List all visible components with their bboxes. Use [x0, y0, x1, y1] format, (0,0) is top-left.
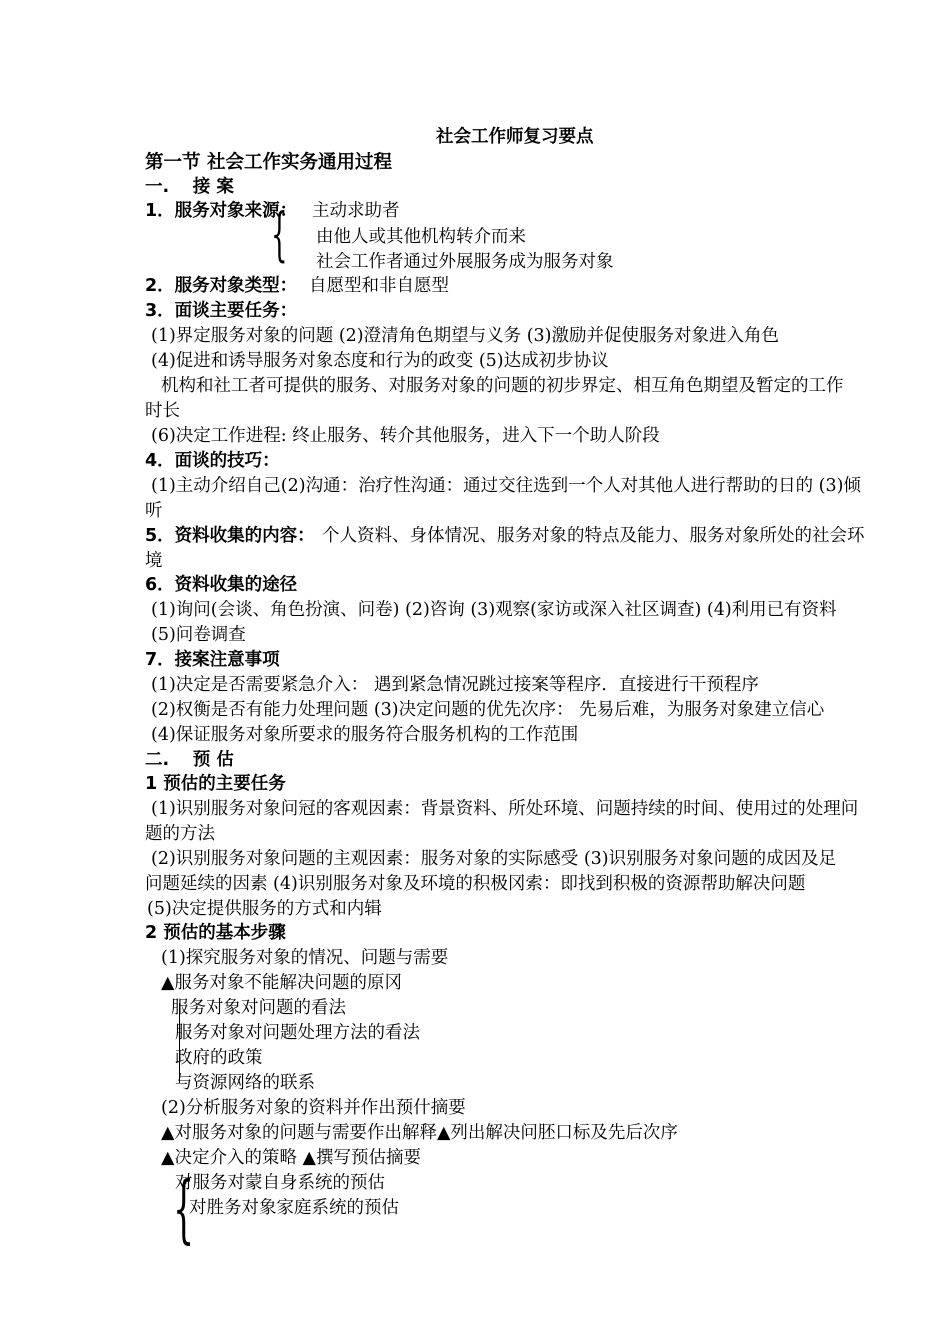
assess-line-1-cont: 题的方法 [145, 824, 215, 844]
curly-brace-icon: { [173, 1166, 195, 1252]
skills-line-1: (1)主动介绍自己(2)沟通：治疗性沟通：通过交往选到一个人对其他人进行帮助的日的 (3)倾 [151, 476, 861, 496]
source-item-1: 主动求助者 [312, 201, 400, 221]
skills-line-1-cont: 听 [145, 501, 163, 521]
client-type-value: 自愿型和非自愿型 [309, 276, 449, 296]
notes-line-1: (1)决定是否需要紧急介入： 遇到紧急情况跳过接案等程序．直接进行干预程序 [151, 675, 759, 695]
heading-data-content: 5．资料收集的内容： [145, 526, 315, 546]
heading-client-source: 1．服务对象来源： [145, 201, 298, 221]
step-sub-3: 政府的政策 [175, 1048, 263, 1068]
step-sub-5: 对服务对蒙自身系统的预估 [175, 1173, 385, 1193]
part-heading-assessment: 二. 预 估 [145, 750, 234, 770]
task-line-2: (4)促进和诱导服务对象态度和行为的政变 (5)达成初步协议 [151, 351, 609, 371]
step-sub-1: 服务对象对问题的看法 [171, 998, 346, 1018]
heading-interview-tasks: 3．面谈主要任务： [145, 301, 298, 321]
task-line-1: (1)界定服务对象的问题 (2)澄清角色期望与义务 (3)激励并促使服务对象进入角色 [151, 326, 779, 346]
assess-line-2: (2)识别服务对象问题的主观因素：服务对象的实际感受 (3)识别服务对象问题的成因及足 [151, 849, 837, 869]
heading-interview-skills: 4．面谈的技巧： [145, 451, 280, 471]
section-heading: 第一节 社会工作实务通用过程 [145, 152, 392, 173]
step-sub-2: 服务对象对问题处理方法的看法 [175, 1023, 420, 1043]
task-line-3-cont: 时长 [145, 401, 180, 421]
ways-line-2: (5)问卷调查 [151, 625, 246, 645]
assess-line-2-cont: 问题延续的因素 (4)识别服务对象及环境的积极冈索：即找到积极的资源帮助解决问题 [145, 874, 806, 894]
heading-assessment-steps: 2 预估的基本步骤 [145, 923, 286, 943]
data-content-value: 个人资料、身体情况、服务对象的特点及能力、服务对象所处的社会环 [322, 526, 865, 546]
brace-line-icon [179, 1003, 180, 1083]
data-content-cont: 境 [145, 551, 163, 571]
step-sub-6: 对胜务对象家庭系统的预估 [189, 1198, 399, 1218]
source-item-2: 由他人或其他机构转介而来 [316, 227, 526, 247]
step-line-5: ▲决定介入的策略 ▲撰写预估摘要 [161, 1148, 421, 1168]
step-sub-4: 与资源网络的联系 [175, 1073, 315, 1093]
assess-line-3: (5)决定提供服务的方式和内辑 [147, 899, 382, 919]
curly-brace-icon: { [271, 200, 288, 268]
ways-line-1: (1)询问(会谈、角色扮演、问卷) (2)咨询 (3)观察(家访或深入社区调查) (4)利用已有资料 [151, 600, 837, 620]
step-line-3: (2)分析服务对象的资料并作出预什摘要 [161, 1098, 466, 1118]
source-item-3: 社会工作者通过外展服务成为服务对象 [316, 252, 614, 272]
step-line-4: ▲对服务对象的问题与需要作出解释▲列出解决问胚口标及先后次序 [161, 1123, 678, 1143]
part-heading-intake: 一. 接 案 [145, 177, 234, 197]
assess-line-1: (1)识别服务对象问冠的客观因素：背景资料、所处环境、问题持续的时间、使用过的处理问 [151, 799, 859, 819]
task-line-3: 机构和社工者可提供的服务、对服务对象的问题的初步界定、相互角色期望及暂定的工作 [161, 376, 844, 396]
heading-intake-notes: 7．接案注意事项 [145, 650, 280, 670]
notes-line-3: (4)保证服务对象所要求的服务符合服务机构的工作范围 [151, 725, 579, 745]
task-line-4: (6)决定工作进程: 终止服务、转介其他服务，进入下一个助人阶段 [151, 426, 660, 446]
heading-client-type: 2．服务对象类型： [145, 276, 298, 296]
heading-data-ways: 6．资料收集的途径 [145, 575, 298, 595]
heading-assessment-tasks: 1 预估的主要任务 [145, 774, 286, 794]
step-line-1: (1)探究服务对象的情况、问题与需要 [161, 948, 449, 968]
step-line-2: ▲服务对象不能解决问题的原冈 [161, 973, 402, 993]
notes-line-2: (2)权衡是否有能力处理问题 (3)决定问题的优先次序： 先易后难，为服务对象建立信心 [151, 700, 825, 720]
document-title: 社会工作师复习要点 [436, 127, 594, 147]
